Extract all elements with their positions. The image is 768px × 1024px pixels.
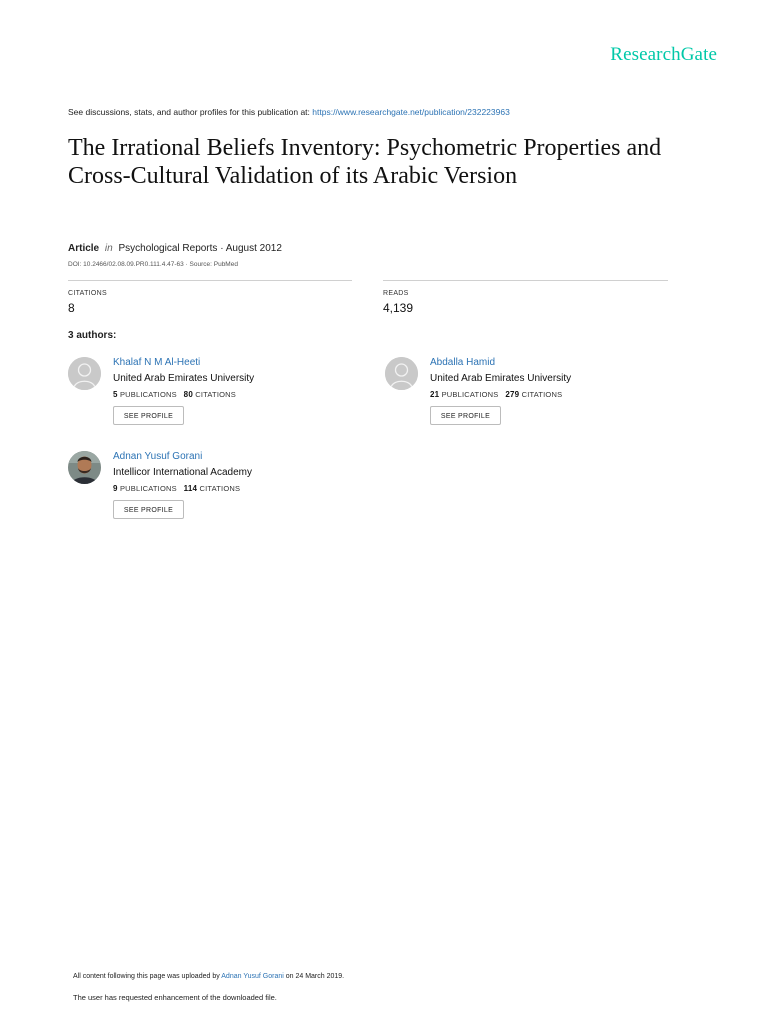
reads-value: 4,139: [383, 301, 414, 315]
doi-line: DOI: 10.2466/02.08.09.PR0.111.4.47-63 · Source: PubMed: [68, 261, 238, 268]
publication-venue: Psychological Reports · August 2012: [118, 243, 282, 254]
author-name[interactable]: Abdalla Hamid: [430, 357, 496, 368]
publications-count: 21: [430, 390, 440, 399]
author-institution: United Arab Emirates University: [113, 373, 255, 384]
upload-note: [73, 973, 344, 980]
authors-count: 3 authors:: [68, 330, 117, 341]
upload-suffix: on 24 March 2019.: [283, 973, 345, 980]
publications-label: PUBLICATIONS: [441, 390, 499, 399]
author-institution: United Arab Emirates University: [430, 373, 572, 384]
uploader-link[interactable]: Adnan Yusuf Gorani: [221, 973, 284, 980]
photo-avatar[interactable]: [68, 451, 101, 484]
citations-count: 114: [183, 484, 198, 493]
in-label: in: [104, 243, 113, 254]
citations-value: 8: [68, 301, 75, 315]
publications-label: PUBLICATIONS: [119, 390, 177, 399]
default-avatar-icon[interactable]: [68, 357, 101, 390]
enhancement-note: The user has requested enhancement of the downloaded file.: [73, 993, 277, 1002]
publication-meta: [68, 243, 282, 254]
author-counts: [430, 390, 562, 399]
publication-url-link[interactable]: https://www.researchgate.net/publication/232223963: [312, 107, 510, 117]
author-name[interactable]: Adnan Yusuf Gorani: [113, 451, 203, 462]
citations-count: 279: [505, 390, 520, 399]
author-counts: [113, 484, 240, 493]
reads-label: READS: [383, 290, 409, 297]
citations-label: CITATIONS: [195, 390, 236, 399]
publication-type: Article: [68, 243, 100, 254]
discussion-text: See discussions, stats, and author profiles for this publication at:: [68, 107, 313, 117]
publication-title: The Irrational Beliefs Inventory: Psychometric Properties and Cross-Cultural Validation of its Arabic Version: [68, 135, 662, 189]
reads-divider: [383, 280, 668, 281]
author-name[interactable]: Khalaf N M Al-Heeti: [113, 357, 201, 368]
citations-divider: [68, 280, 352, 281]
citations-label: CITATIONS: [199, 484, 241, 493]
discussion-line: [68, 107, 510, 117]
publications-label: PUBLICATIONS: [119, 484, 177, 493]
author-counts: [113, 390, 236, 399]
see-profile-button[interactable]: SEE PROFILE: [113, 406, 184, 425]
citations-label: CITATIONS: [68, 290, 107, 297]
citations-label: CITATIONS: [521, 390, 563, 399]
see-profile-button[interactable]: SEE PROFILE: [430, 406, 501, 425]
see-profile-button[interactable]: SEE PROFILE: [113, 500, 184, 519]
upload-prefix: All content following this page was uploaded by: [73, 973, 222, 980]
citations-count: 80: [183, 390, 193, 399]
author-institution: Intellicor International Academy: [113, 467, 252, 478]
researchgate-logo[interactable]: ResearchGate: [610, 44, 717, 65]
publications-count: 9: [113, 484, 118, 493]
default-avatar-icon[interactable]: [385, 357, 418, 390]
publications-count: 5: [113, 390, 118, 399]
